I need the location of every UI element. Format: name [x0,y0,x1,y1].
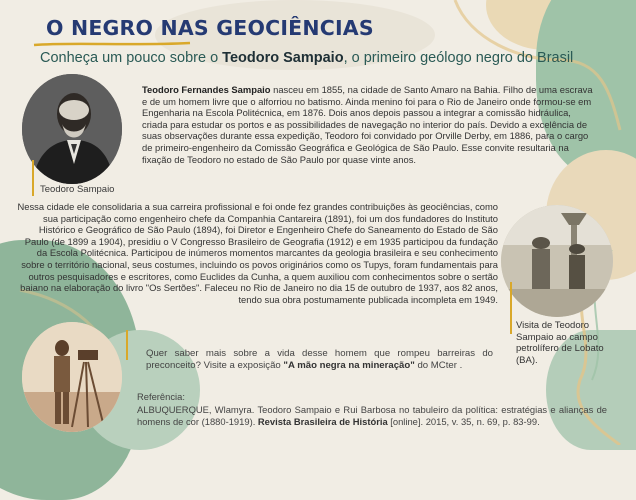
invite-suffix: do MCter . [414,360,463,371]
exhibition-invite [146,348,493,372]
page-title: O NEGRO NAS GEOCIÊNCIAS [46,16,374,40]
portrait-photo [22,74,122,184]
reference-text [137,404,607,428]
accent-line [32,160,34,196]
invite-prefix: Quer saber mais sobre a vida desse homem que rompeu barreiras do preconceito? Visite a exposição [146,348,493,371]
career-paragraph: Nessa cidade ele consolidaria a sua carreira profissional e foi onde fez grandes contribuições às geociências, como sua participação como engenheiro chefe da Companhia Cantareira (1891), foi um dos fundadores do Instituto Histórico e Geográfico de São Paulo (1894), foi Diretor e Engenheiro Chefe do Saneamento do Estado de São Paulo (de 1899 a 1904), presidiu o V Congresso Brasileiro de Geografia (1912) e em 1935 participou da fundação da Escola Politécnica. Participou de inúmeros momentos marcantes da geologia brasileira e seu conhecimento sobre o território nacional, seus costumes, incluindo os povos originários como os Tupys, foram fundamentais para outros pesquisadores e escritores, como Euclides da Cunha, a quem auxiliou com conhecimentos sobre o sertão baiano na elaboração do livro "Os Sertões". Faleceu no Rio de Janeiro no dia 15 de outubro de 1937, aos 82 anos, tendo sua obra postumamente publicada incompleta em 1949. [17,201,498,305]
bio-text: nasceu em 1855, na cidade de Santo Amaro na Bahia. Filho de uma escrava e de um homem livre que o alforriou no batismo. Ainda menino foi para o Rio de Janeiro onde formou-se em Engenharia na Escola Politécnica, em 1876. Dois anos depois passou a integrar a comissão hidráulica, criada para estudar os portos e as possibilidades de navegação no interior do país. Devido a excelência de suas observações durante essa expedição, Teodoro foi convidado por Orville Derby, em 1886, para o cargo de primeiro-engenheiro da Comissão Geográfica e Geológica de São Paulo. Esse convite resultaria na fixação de Teodoro no estado de São Paulo por quase vinte anos. [142,84,593,165]
subtitle-suffix: , o primeiro geólogo negro do Brasil [343,50,574,66]
bio-name: Teodoro Fernandes Sampaio [142,84,271,95]
portrait-caption: Teodoro Sampaio [40,184,115,195]
field-visit-photo [501,205,613,317]
bio-paragraph [142,84,597,165]
reference-suffix: [online]. 2015, v. 35, n. 69, p. 83-99. [387,415,540,427]
reference-prefix: ALBUQUERQUE, Wlamyra. Teodoro Sampaio e Rui Barbosa no tabuleiro da política: estratégias e alianças de homens de cor (1880-1919). [137,404,607,427]
exhibit-name: "A mão negra na mineração" [283,360,415,371]
title-underline [32,40,192,48]
accent-line [510,282,512,334]
subtitle [40,50,573,66]
subtitle-name: Teodoro Sampaio [222,50,344,66]
accent-line [126,330,128,360]
surveyor-photo [22,322,122,432]
reference-label: Referência: [137,391,185,402]
subtitle-prefix: Conheça um pouco sobre o [40,50,223,66]
field-visit-caption: Visita de Teodoro Sampaio ao campo petrolífero de Lobato (BA). [516,320,604,366]
reference-journal: Revista Brasileira de História [257,415,388,427]
